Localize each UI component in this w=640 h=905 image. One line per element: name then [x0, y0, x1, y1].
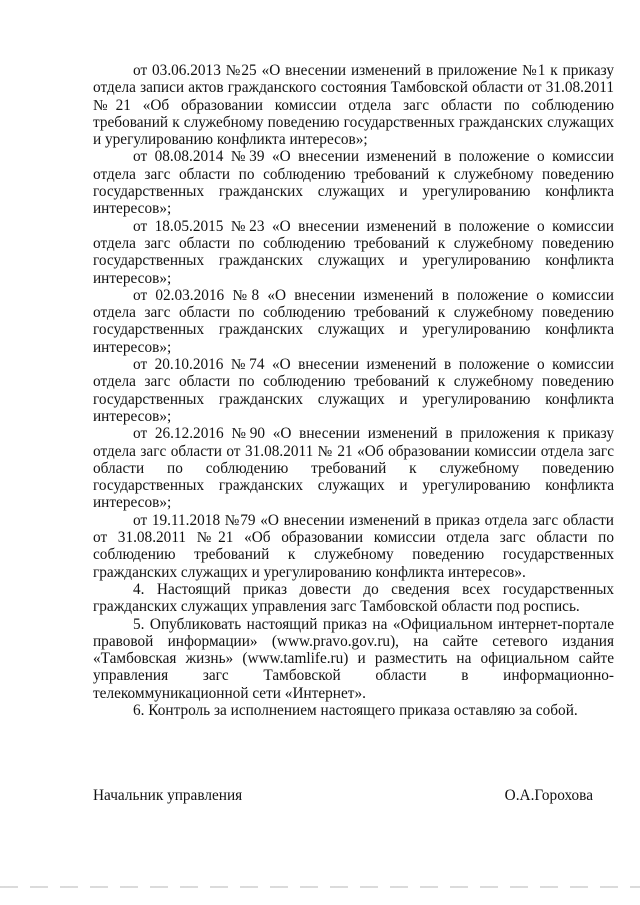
- amendment-item-2013: от 03.06.2013 №25 «О внесении изменений в приложение №1 к приказу отдела записи актов гражданского состояния Тамбовской области от 31.08.2011 №21 «Об образовании комиссии отдела загс области по соблюдению требований к служебному поведению государственных гражданских служащих и урегулированию конфликта интересов»;: [93, 62, 614, 149]
- amendment-item-2016-october: от 20.10.2016 №74 «О внесении изменений в положение о комиссии отдела загс области по соблюдению требований к служебному поведению государственных гражданских служащих и урегулированию конфликта интересов»;: [93, 356, 614, 425]
- clause-4: 4. Настоящий приказ довести до сведения всех государственных гражданских служащих управления загс Тамбовской области под роспись.: [93, 580, 614, 616]
- document-body: [93, 62, 614, 719]
- amendment-item-2018: от 19.11.2018 №79 «О внесении изменений в приказ отдела загс области от 31.08.2011 №21 «Об образовании комиссии отдела загс области по соблюдению требований к служебному поведению государственных гражданских служащих и урегулированию конфликта интересов».: [93, 511, 614, 581]
- amendment-item-2016-december: от 26.12.2016 №90 «О внесении изменений в приложения к приказу отдела загс области от 31.08.2011 № 21 «Об образовании комиссии отдела загс области по соблюдению требований к служебному поведению государственных гражданских служащих и урегулированию конфликта интересов»;: [93, 425, 614, 512]
- clause-6: 6. Контроль за исполнением настоящего приказа оставляю за собой.: [133, 701, 578, 719]
- clause-5: 5. Опубликовать настоящий приказ на «Официальном интернет-портале правовой информации» (www.pravo.gov.ru), на сайте сетевого издания «Тамбовская жизнь» (www.tamlife.ru) и разместить на официальном сайте управления загс Тамбовской области в информационно-телекоммуникационной сети «Интернет».: [93, 615, 614, 702]
- amendment-item-2016-march: от 02.03.2016 №8 «О внесении изменений в положение о комиссии отдела загс области по соблюдению требований к служебному поведению государственных гражданских служащих и урегулированию конфликта интересов»;: [93, 286, 614, 356]
- amendment-item-2015: от 18.05.2015 №23 «О внесении изменений в положение о комиссии отдела загс области по соблюдению требований к служебному поведению государственных гражданских служащих и урегулированию конфликта интересов»;: [93, 217, 614, 287]
- amendment-item-2014: от 08.08.2014 №39 «О внесении изменений в положение о комиссии отдела загс области по соблюдению требований к служебному поведению государственных гражданских служащих и урегулированию конфликта интересов»;: [93, 148, 614, 218]
- signatory-title: Начальник управления: [93, 787, 243, 804]
- signatory-name: О.А.Горохова: [504, 787, 593, 804]
- scan-artifact-line: [0, 886, 640, 888]
